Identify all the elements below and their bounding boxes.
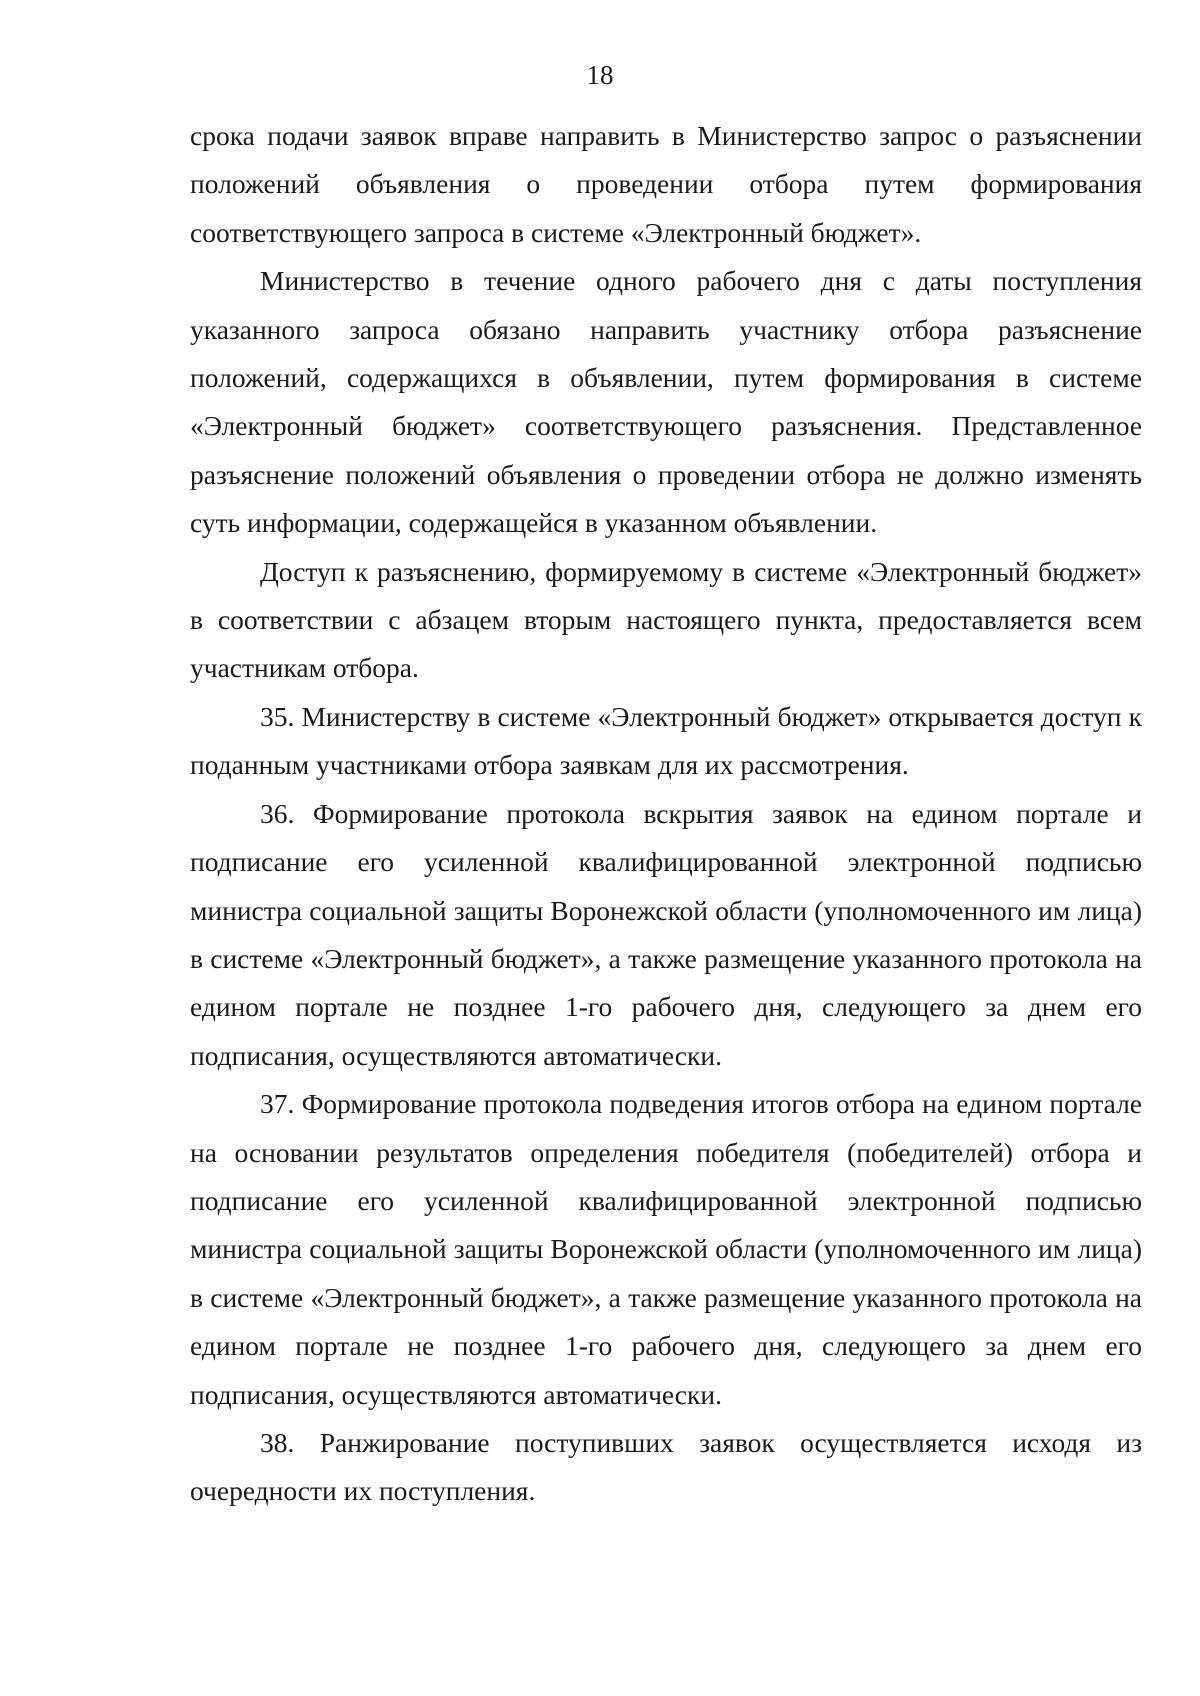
page-number: 18 [586, 60, 614, 90]
paragraph-ministry-clarification: Министерство в течение одного рабочего дня с даты поступления указанного запроса обязано направить участнику отбора разъяснение положений, содержащихся в объявлении, путем формирования в системе «Электронный бюджет» соответствующего разъяснения. Представленное разъяснение положений объявления о проведении отбора не должно изменять суть информации, содержащейся в указанном объявлении. [190, 265, 1142, 539]
paragraph-clarification-access: Доступ к разъяснению, формируемому в системе «Электронный бюджет» в соответствии с абзацем вторым настоящего пункта, предоставляется всем участникам отбора. [190, 555, 1142, 684]
document-body [190, 112, 1142, 1516]
paragraph-request-deadline: срока подачи заявок вправе направить в Министерство запрос о разъяснении положений объявления о проведении отбора путем формирования соответствующего запроса в системе «Электронный бюджет». [190, 120, 1142, 248]
paragraph-item-35: 35. Министерству в системе «Электронный бюджет» открывается доступ к поданным участниками отбора заявкам для их рассмотрения. [190, 700, 1142, 781]
paragraph-item-36: 36. Формирование протокола вскрытия заявок на едином портале и подписание его усиленной квалифицированной электронной подписью министра социальной защиты Воронежской области (уполномоченного им лица) в системе «Электронный бюджет», а также размещение указанного протокола на едином портале не позднее 1-го рабочего дня, следующего за днем его подписания, осуществляются автоматически. [190, 797, 1142, 1071]
paragraph-item-37: 37. Формирование протокола подведения итогов отбора на едином портале на основании результатов определения победителя (победителей) отбора и подписание его усиленной квалифицированной электронной подписью министра социальной защиты Воронежской области (уполномоченного им лица) в системе «Электронный бюджет», а также размещение указанного протокола на едином портале не позднее 1-го рабочего дня, следующего за днем его подписания, осуществляются автоматически. [190, 1088, 1142, 1410]
paragraph-item-38: 38. Ранжирование поступивших заявок осуществляется исходя из очередности их поступления. [190, 1426, 1142, 1507]
